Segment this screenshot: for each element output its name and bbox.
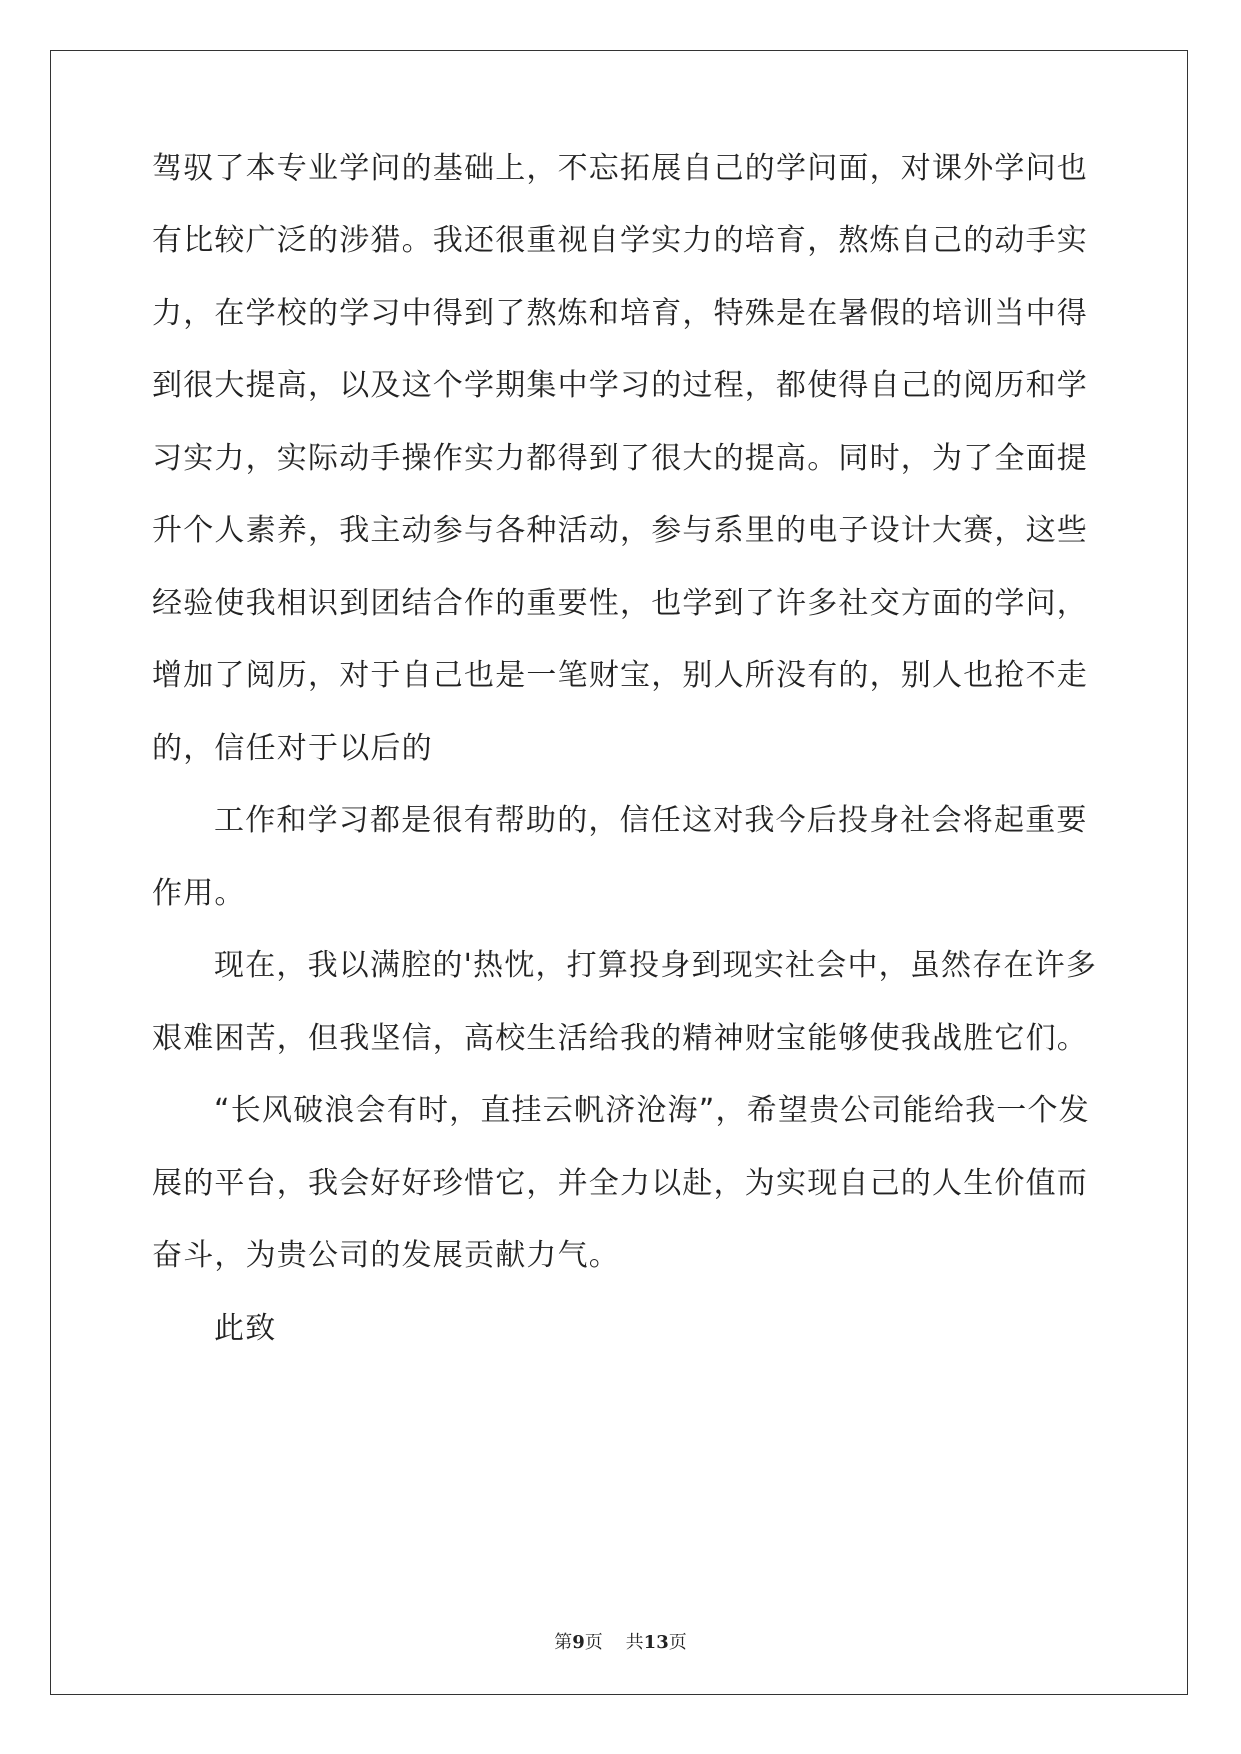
footer-total-suffix: 页 xyxy=(668,1632,687,1653)
footer-total-prefix: 共 xyxy=(625,1632,644,1653)
page-footer xyxy=(0,1631,1241,1655)
body-line-8: 增加了阅历，对于自己也是一笔财宝，别人所没有的，别人也抢不走 xyxy=(152,658,1088,693)
body-line-5: 习实力，实际动手操作实力都得到了很大的提高。同时，为了全面提 xyxy=(152,441,1088,476)
paragraph-work-line-1: 工作和学习都是很有帮助的，信任这对我今后投身社会将起重要 xyxy=(214,803,1088,838)
paragraph-now-line-1: 现在，我以满腔的'热忱，打算投身到现实社会中，虽然存在许多 xyxy=(214,948,1098,983)
paragraph-quote-line-3: 奋斗，为贵公司的发展贡献力气。 xyxy=(152,1238,620,1273)
paragraph-quote-line-2: 展的平台，我会好好珍惜它，并全力以赴，为实现自己的人生价值而 xyxy=(152,1166,1088,1201)
body-line-4: 到很大提高，以及这个学期集中学习的过程，都使得自己的阅历和学 xyxy=(152,368,1088,403)
footer-page-suffix: 页 xyxy=(584,1632,603,1653)
body-line-1: 驾驭了本专业学问的基础上，不忘拓展自己的学问面，对课外学问也 xyxy=(152,151,1088,186)
footer-page-number: 9 xyxy=(572,1632,585,1653)
footer-total-pages: 13 xyxy=(643,1632,669,1653)
paragraph-quote-line-1: “长风破浪会有时，直挂云帆济沧海”，希望贵公司能给我一个发 xyxy=(214,1093,1090,1128)
body-line-2: 有比较广泛的涉猎。我还很重视自学实力的培育，熬炼自己的动手实 xyxy=(152,223,1088,258)
footer-page-prefix: 第 xyxy=(554,1632,573,1653)
body-line-9: 的，信任对于以后的 xyxy=(152,731,433,766)
body-line-3: 力，在学校的学习中得到了熬炼和培育，特殊是在暑假的培训当中得 xyxy=(152,296,1088,331)
body-line-7: 经验使我相识到团结合作的重要性，也学到了许多社交方面的学问， xyxy=(152,586,1088,621)
paragraph-work-line-2: 作用。 xyxy=(152,876,246,911)
closing-salutation: 此致 xyxy=(214,1311,277,1346)
body-line-6: 升个人素养，我主动参与各种活动，参与系里的电子设计大赛，这些 xyxy=(152,513,1088,548)
paragraph-now-line-2: 艰难困苦，但我坚信，高校生活给我的精神财宝能够使我战胜它们。 xyxy=(152,1021,1088,1056)
